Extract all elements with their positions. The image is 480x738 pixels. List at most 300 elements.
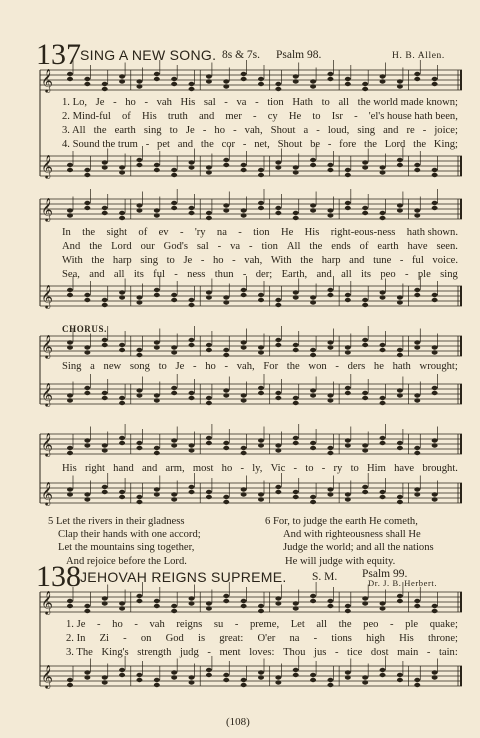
lyric-syllable: Sea, bbox=[62, 269, 80, 280]
lyric-syllable: ry bbox=[333, 463, 343, 474]
lyric-syllable: ness bbox=[187, 269, 206, 280]
lyric-syllable: 3. The bbox=[66, 647, 93, 658]
note-head bbox=[432, 293, 438, 297]
note-head bbox=[362, 675, 368, 679]
note-head bbox=[275, 485, 281, 489]
note-head bbox=[189, 601, 195, 605]
stanza-line: And with righteousness shall He bbox=[283, 529, 421, 541]
note-head bbox=[293, 170, 299, 174]
note-head bbox=[119, 495, 125, 499]
note-head bbox=[102, 206, 108, 210]
note-head bbox=[380, 401, 386, 405]
note-head bbox=[327, 213, 333, 217]
note-head bbox=[136, 353, 142, 357]
note-head bbox=[67, 72, 73, 76]
hymn-title: JEHOVAH REIGNS SUPREME. bbox=[80, 569, 287, 585]
lyric-syllable: His bbox=[180, 97, 196, 108]
note-head bbox=[102, 601, 108, 605]
hymn-meter: S. M. bbox=[312, 571, 338, 583]
note-head bbox=[432, 298, 438, 302]
note-head bbox=[241, 77, 247, 81]
lyric-syllable: the bbox=[200, 139, 214, 150]
note-head bbox=[345, 82, 351, 86]
note-head bbox=[171, 201, 177, 205]
note-head bbox=[206, 606, 212, 610]
note-head bbox=[432, 604, 438, 608]
note-head bbox=[310, 163, 316, 167]
note-head bbox=[154, 599, 160, 603]
note-head bbox=[136, 673, 142, 677]
lyric-syllable: - bbox=[255, 97, 259, 108]
note-head bbox=[414, 678, 420, 682]
note-head bbox=[293, 606, 299, 610]
lyric-syllable: song bbox=[129, 361, 150, 372]
note-head bbox=[171, 492, 177, 496]
note-head bbox=[223, 388, 229, 392]
note-head bbox=[310, 393, 316, 397]
note-head bbox=[293, 79, 299, 83]
note-head bbox=[293, 441, 299, 445]
note-head bbox=[223, 678, 229, 682]
note-head bbox=[432, 201, 438, 205]
lyric-syllable: Je bbox=[175, 361, 185, 372]
note-head bbox=[223, 208, 229, 212]
hymn-title: SING A NEW SONG. bbox=[80, 47, 217, 63]
lyric-line bbox=[62, 268, 458, 282]
note-head bbox=[345, 298, 351, 302]
note-head bbox=[310, 203, 316, 207]
note-head bbox=[67, 293, 73, 297]
note-head bbox=[223, 673, 229, 677]
stanza-line: Judge the world; and all the nations bbox=[283, 542, 434, 554]
lyric-line bbox=[66, 632, 458, 646]
lyric-syllable: peo bbox=[363, 619, 379, 630]
note-head bbox=[432, 443, 438, 447]
note-head bbox=[154, 345, 160, 349]
note-head bbox=[189, 396, 195, 400]
note-head bbox=[414, 599, 420, 603]
note-head bbox=[241, 293, 247, 297]
lyric-syllable: loud, bbox=[327, 125, 350, 136]
note-head bbox=[223, 599, 229, 603]
note-head bbox=[223, 84, 229, 88]
note-head bbox=[275, 675, 281, 679]
lyric-syllable: and bbox=[198, 111, 215, 122]
lyric-syllable: tions bbox=[331, 633, 352, 644]
note-head bbox=[380, 170, 386, 174]
lyric-syllable: Vic bbox=[270, 463, 286, 474]
note-head bbox=[293, 673, 299, 677]
note-head bbox=[397, 678, 403, 682]
note-head bbox=[154, 451, 160, 455]
note-head bbox=[171, 497, 177, 501]
note-head bbox=[102, 485, 108, 489]
lyric-syllable: - bbox=[200, 255, 205, 266]
hymn-number: 137 bbox=[36, 38, 81, 71]
note-head bbox=[380, 165, 386, 169]
lyric-syllable: ders bbox=[347, 361, 366, 372]
note-head bbox=[397, 353, 403, 357]
lyric-syllable: sing bbox=[143, 125, 162, 136]
note-head bbox=[345, 77, 351, 81]
stanza-line: Let the mountains sing together, bbox=[58, 542, 195, 554]
note-head bbox=[414, 398, 420, 402]
note-head bbox=[136, 388, 142, 392]
note-head bbox=[189, 82, 195, 86]
lyric-syllable: 1. Lo, bbox=[62, 97, 88, 108]
note-head bbox=[171, 77, 177, 81]
note-head bbox=[84, 391, 90, 395]
lyric-syllable: to bbox=[166, 255, 175, 266]
lyric-line bbox=[62, 138, 458, 152]
lyric-syllable: most bbox=[192, 463, 214, 474]
note-head bbox=[241, 487, 247, 491]
note-head bbox=[119, 79, 125, 83]
lyric-syllable: hath shown. bbox=[406, 227, 458, 238]
lyric-syllable: For bbox=[263, 361, 279, 372]
lyric-syllable: - bbox=[249, 241, 253, 252]
stanza-line: 5 Let the rivers in their gladness bbox=[48, 516, 185, 527]
note-head bbox=[119, 74, 125, 78]
note-head bbox=[223, 348, 229, 352]
note-head bbox=[310, 295, 316, 299]
lyric-syllable: a bbox=[90, 361, 95, 372]
note-head bbox=[223, 163, 229, 167]
note-head bbox=[223, 500, 229, 504]
note-head bbox=[414, 340, 420, 344]
note-head bbox=[119, 601, 125, 605]
note-head bbox=[432, 675, 438, 679]
lyric-syllable: to bbox=[350, 463, 359, 474]
lyric-syllable: 1. Je bbox=[66, 619, 86, 630]
note-head bbox=[119, 343, 125, 347]
note-head bbox=[67, 487, 73, 491]
note-head bbox=[84, 168, 90, 172]
note-head bbox=[432, 386, 438, 390]
lyric-line bbox=[62, 254, 458, 268]
lyric-syllable: - bbox=[293, 463, 298, 474]
note-head bbox=[136, 79, 142, 83]
note-head bbox=[345, 675, 351, 679]
lyric-syllable: a bbox=[303, 125, 309, 136]
note-head bbox=[206, 436, 212, 440]
lyric-syllable: the bbox=[309, 241, 323, 252]
lyric-syllable: quake; bbox=[429, 619, 458, 630]
note-head bbox=[275, 211, 281, 215]
lyric-syllable: mer bbox=[225, 111, 242, 122]
lyric-syllable: - bbox=[179, 227, 184, 238]
note-head bbox=[345, 670, 351, 674]
lyric-syllable: earth bbox=[114, 125, 136, 136]
note-head bbox=[154, 72, 160, 76]
note-head bbox=[84, 345, 90, 349]
note-head bbox=[119, 668, 125, 672]
lyric-syllable: na bbox=[289, 633, 300, 644]
lyric-syllable: ful bbox=[412, 255, 424, 266]
lyric-syllable: arm, bbox=[165, 463, 185, 474]
lyric-syllable: vah, bbox=[244, 125, 263, 136]
note-head bbox=[67, 77, 73, 81]
note-head bbox=[397, 208, 403, 212]
note-head bbox=[241, 72, 247, 76]
lyric-syllable: 3. All bbox=[62, 125, 86, 136]
note-head bbox=[206, 396, 212, 400]
note-head bbox=[67, 398, 73, 402]
lyric-syllable: In bbox=[62, 227, 71, 238]
note-head bbox=[380, 396, 386, 400]
lyric-syllable: fore bbox=[339, 139, 357, 150]
note-head bbox=[189, 338, 195, 342]
note-head bbox=[84, 82, 90, 86]
note-head bbox=[171, 168, 177, 172]
note-head bbox=[206, 343, 212, 347]
note-head bbox=[414, 288, 420, 292]
lyric-syllable: su bbox=[213, 619, 224, 630]
note-head bbox=[136, 599, 142, 603]
note-head bbox=[327, 678, 333, 682]
lyric-syllable: Isr bbox=[331, 111, 343, 122]
lyric-syllable: its bbox=[361, 269, 372, 280]
note-head bbox=[241, 393, 247, 397]
note-head bbox=[206, 490, 212, 494]
hymn-meter: 8s & 7s. bbox=[222, 49, 261, 61]
note-head bbox=[154, 208, 160, 212]
lyric-syllable: - bbox=[399, 255, 404, 266]
lyric-line bbox=[62, 240, 458, 254]
lyric-syllable: ev bbox=[158, 227, 169, 238]
lyric-syllable: ful bbox=[153, 269, 165, 280]
note-head bbox=[327, 599, 333, 603]
lyric-syllable: ho bbox=[125, 97, 136, 108]
lyric-syllable: 4. Sound the trum bbox=[62, 139, 138, 150]
lyric-syllable: Je bbox=[185, 125, 195, 136]
note-head bbox=[258, 345, 264, 349]
stanza-line: 6 For, to judge the earth He cometh, bbox=[265, 516, 418, 527]
note-head bbox=[258, 298, 264, 302]
hymn-scripture: Psalm 98. bbox=[276, 49, 322, 61]
note-head bbox=[136, 446, 142, 450]
note-head bbox=[241, 398, 247, 402]
note-head bbox=[206, 79, 212, 83]
lyric-syllable: - bbox=[134, 619, 138, 630]
note-head bbox=[154, 77, 160, 81]
note-head bbox=[102, 391, 108, 395]
lyric-syllable: - bbox=[144, 97, 148, 108]
lyric-syllable: vah bbox=[156, 97, 172, 108]
lyric-syllable: With bbox=[62, 255, 83, 266]
lyric-syllable: and bbox=[383, 125, 399, 136]
stanza-line: And rejoice before the Lord. bbox=[66, 555, 187, 567]
lyric-syllable: throne; bbox=[427, 633, 458, 644]
note-head bbox=[119, 396, 125, 400]
note-head bbox=[397, 446, 403, 450]
note-head bbox=[345, 350, 351, 354]
note-head bbox=[241, 604, 247, 608]
note-head bbox=[275, 596, 281, 600]
note-head bbox=[84, 609, 90, 613]
note-head bbox=[362, 165, 368, 169]
note-head bbox=[241, 451, 247, 455]
lyric-syllable: truth bbox=[167, 111, 188, 122]
note-head bbox=[258, 391, 264, 395]
lyric-syllable: Shout bbox=[270, 125, 296, 136]
note-head bbox=[171, 345, 177, 349]
note-head bbox=[414, 451, 420, 455]
note-head bbox=[293, 401, 299, 405]
lyric-syllable: the bbox=[89, 241, 103, 252]
note-head bbox=[84, 497, 90, 501]
note-head bbox=[136, 158, 142, 162]
lyric-syllable: ends bbox=[331, 241, 351, 252]
note-head bbox=[293, 668, 299, 672]
note-head bbox=[84, 298, 90, 302]
note-head bbox=[84, 492, 90, 496]
lyric-syllable: - bbox=[113, 97, 117, 108]
lyric-syllable: won bbox=[308, 361, 327, 372]
lyric-syllable: harp bbox=[112, 255, 132, 266]
lyric-syllable: God bbox=[165, 633, 184, 644]
lyric-syllable: His bbox=[304, 227, 320, 238]
note-head bbox=[397, 495, 403, 499]
note-head bbox=[206, 170, 212, 174]
note-head bbox=[327, 393, 333, 397]
treble-staff-clef: 𝄞 bbox=[41, 432, 53, 456]
lyric-line bbox=[62, 226, 458, 240]
note-head bbox=[206, 601, 212, 605]
lyric-syllable: and bbox=[316, 269, 332, 280]
lyric-syllable: pet bbox=[157, 139, 170, 150]
note-head bbox=[380, 490, 386, 494]
note-head bbox=[345, 391, 351, 395]
lyric-syllable: harp bbox=[321, 255, 341, 266]
bass-staff-clef: 𝄞 bbox=[41, 664, 53, 688]
note-head bbox=[84, 670, 90, 674]
note-head bbox=[258, 82, 264, 86]
lyric-syllable: wrought; bbox=[419, 361, 458, 372]
note-head bbox=[327, 168, 333, 172]
lyric-syllable: va bbox=[230, 241, 241, 252]
lyric-syllable: - bbox=[422, 125, 427, 136]
lyric-syllable: and bbox=[349, 255, 365, 266]
note-head bbox=[275, 443, 281, 447]
lyric-syllable: the bbox=[338, 619, 352, 630]
note-head bbox=[362, 601, 368, 605]
note-head bbox=[171, 350, 177, 354]
note-head bbox=[275, 396, 281, 400]
lyric-syllable: Sing bbox=[62, 361, 82, 372]
lyric-syllable: ho bbox=[214, 125, 225, 136]
lyric-syllable: Shout bbox=[277, 139, 303, 150]
note-head bbox=[206, 295, 212, 299]
note-head bbox=[67, 678, 73, 682]
lyric-syllable: - bbox=[238, 227, 242, 238]
note-head bbox=[310, 158, 316, 162]
lyric-syllable: right-eous-ness bbox=[330, 227, 396, 238]
lyric-syllable: sight bbox=[106, 227, 128, 238]
note-head bbox=[362, 680, 368, 684]
lyric-syllable: Thou bbox=[283, 647, 306, 658]
note-head bbox=[362, 206, 368, 210]
note-head bbox=[206, 495, 212, 499]
note-head bbox=[380, 74, 386, 78]
note-head bbox=[275, 82, 281, 86]
note-head bbox=[102, 490, 108, 494]
lyric-syllable: all bbox=[338, 97, 350, 108]
lyric-syllable: right bbox=[84, 463, 105, 474]
note-head bbox=[414, 77, 420, 81]
note-head bbox=[380, 343, 386, 347]
lyric-syllable: 2. Mind-ful bbox=[62, 111, 111, 122]
note-head bbox=[189, 490, 195, 494]
note-head bbox=[275, 165, 281, 169]
note-head bbox=[241, 168, 247, 172]
lyric-syllable: loves: bbox=[249, 647, 275, 658]
note-head bbox=[327, 604, 333, 608]
lyrics-block bbox=[62, 226, 458, 282]
note-head bbox=[136, 295, 142, 299]
lyric-syllable: vah bbox=[149, 619, 165, 630]
lyric-syllable: - bbox=[224, 97, 228, 108]
note-head bbox=[397, 594, 403, 598]
note-head bbox=[241, 340, 247, 344]
note-head bbox=[327, 293, 333, 297]
note-head bbox=[432, 670, 438, 674]
note-head bbox=[327, 487, 333, 491]
note-head bbox=[345, 293, 351, 297]
hymn-scripture: Psalm 99. bbox=[362, 568, 408, 580]
note-head bbox=[327, 345, 333, 349]
lyric-syllable: and bbox=[89, 269, 105, 280]
lyric-syllable: - bbox=[335, 361, 339, 372]
lyric-syllable: ment bbox=[219, 647, 241, 658]
note-head bbox=[362, 298, 368, 302]
lyric-syllable: His bbox=[399, 633, 414, 644]
note-head bbox=[293, 211, 299, 215]
note-head bbox=[362, 596, 368, 600]
treble-staff-clef: 𝄞 bbox=[41, 334, 53, 358]
note-head bbox=[397, 84, 403, 88]
note-head bbox=[432, 77, 438, 81]
lyrics-block bbox=[62, 360, 458, 376]
note-head bbox=[432, 609, 438, 613]
note-head bbox=[189, 675, 195, 679]
lyric-syllable: - bbox=[217, 241, 222, 252]
note-head bbox=[154, 213, 160, 217]
lyric-syllable: tion bbox=[261, 241, 278, 252]
note-head bbox=[310, 599, 316, 603]
note-head bbox=[258, 350, 264, 354]
lyric-line bbox=[62, 360, 458, 374]
note-head bbox=[293, 495, 299, 499]
lyric-syllable: cor bbox=[221, 139, 236, 150]
note-head bbox=[67, 451, 73, 455]
lyric-syllable: is bbox=[198, 633, 206, 644]
note-head bbox=[102, 680, 108, 684]
note-head bbox=[206, 211, 212, 215]
note-head bbox=[275, 338, 281, 342]
note-head bbox=[310, 495, 316, 499]
note-head bbox=[154, 446, 160, 450]
note-head bbox=[171, 604, 177, 608]
lyric-syllable: - bbox=[202, 125, 207, 136]
note-head bbox=[380, 348, 386, 352]
lyric-syllable: and bbox=[141, 463, 158, 474]
note-head bbox=[293, 295, 299, 299]
lyric-syllable: ho bbox=[221, 463, 233, 474]
lyric-syllable: - bbox=[97, 619, 101, 630]
note-head bbox=[189, 680, 195, 684]
note-head bbox=[223, 594, 229, 598]
